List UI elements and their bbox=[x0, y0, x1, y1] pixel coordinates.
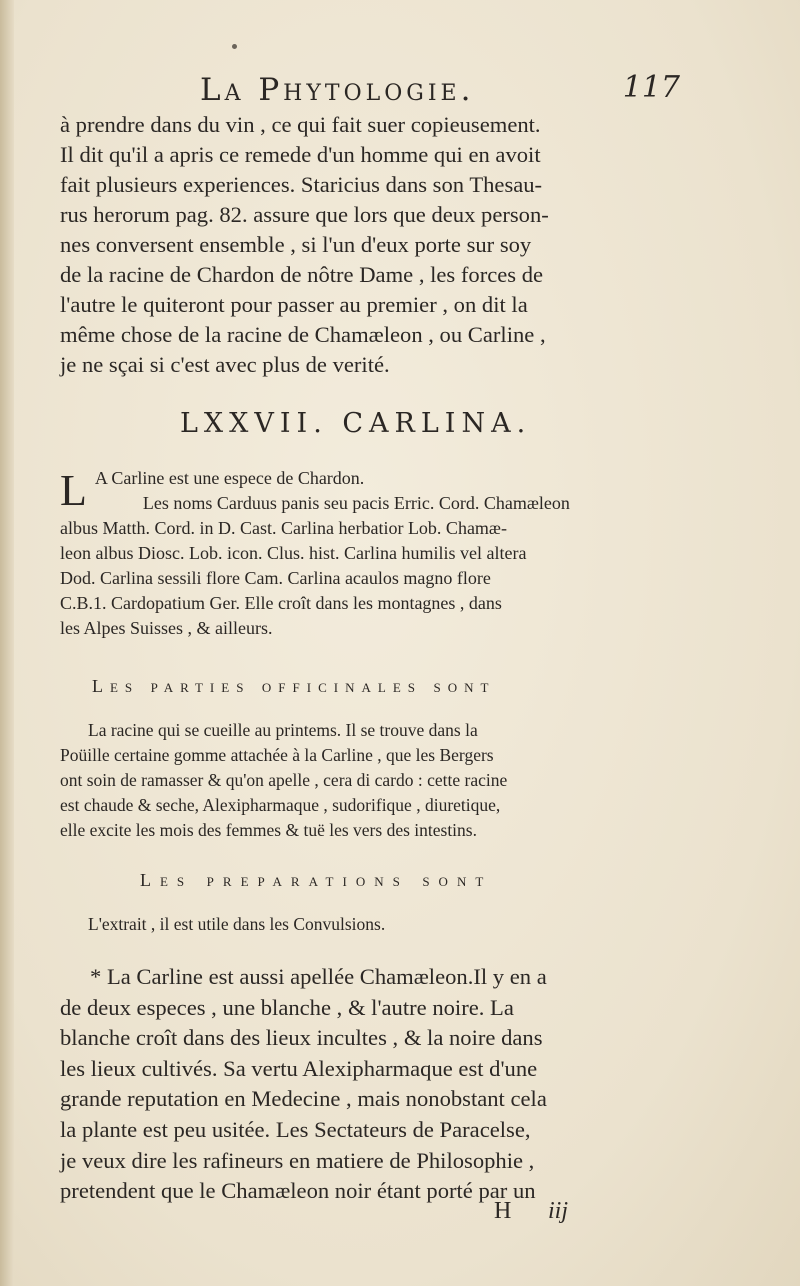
running-title: La Phytologie. bbox=[200, 72, 475, 108]
ink-dot bbox=[232, 44, 237, 49]
preparations-paragraph bbox=[60, 912, 666, 937]
synonym-line: Dod. Carlina sessili flore Cam. Carlina acaulos magno flore bbox=[60, 568, 491, 588]
drop-cap: L bbox=[60, 466, 87, 515]
catchword: iij bbox=[548, 1198, 569, 1224]
text-line: ont soin de ramasser & qu'on apelle , cera di cardo : cette racine bbox=[60, 770, 508, 790]
text-line: à prendre dans du vin , ce qui fait suer copieusement. bbox=[60, 112, 541, 137]
text-line: de la racine de Chardon de nôtre Dame , les forces de bbox=[60, 262, 544, 287]
text-line: les lieux cultivés. Sa vertu Alexipharmaque est d'une bbox=[60, 1055, 538, 1081]
text-line: Il dit qu'il a apris ce remede d'un homme qui en avoit bbox=[60, 142, 541, 167]
text-line: de deux especes , une blanche , & l'autre noire. La bbox=[60, 994, 514, 1020]
entry-first-line: A Carline est une espece de Chardon. bbox=[94, 468, 365, 488]
text-line: pretendent que le Chamæleon noir étant porté par un bbox=[60, 1178, 536, 1204]
text-line: * La Carline est aussi apellée Chamæleon.Il y en a bbox=[90, 964, 547, 989]
text-line: La racine qui se cueille au printems. Il se trouve dans la bbox=[88, 720, 478, 740]
synonym-line: Les noms Carduus panis seu pacis Erric. Cord. Chamæleon bbox=[142, 493, 570, 513]
text-line: l'autre le quiteront pour passer au premier , on dit la bbox=[60, 292, 528, 317]
text-line: nes conversent ensemble , si l'un d'eux porte sur soy bbox=[60, 232, 532, 257]
synonym-line: leon albus Diosc. Lob. icon. Clus. hist. Carlina humilis vel altera bbox=[60, 543, 527, 563]
note-paragraph bbox=[60, 962, 668, 1207]
signature-mark: H bbox=[494, 1198, 512, 1224]
text-line: je veux dire les rafineurs en matiere de Philosophie , bbox=[60, 1147, 535, 1173]
heading-preparations: Les preparations sont bbox=[140, 870, 493, 890]
officinales-paragraph bbox=[60, 718, 666, 843]
text-line: la plante est peu usitée. Les Sectateurs de Paracelse, bbox=[60, 1116, 531, 1142]
page-header bbox=[60, 70, 680, 110]
carlina-entry bbox=[60, 466, 666, 641]
text-line: blanche croît dans des lieux incultes , & la noire dans bbox=[60, 1025, 543, 1051]
text-line: grande reputation en Medecine , mais nonobstant cela bbox=[60, 1086, 547, 1112]
page-footer bbox=[494, 1198, 674, 1234]
synonym-line: C.B.1. Cardopatium Ger. Elle croît dans les montagnes , dans bbox=[60, 593, 502, 613]
section-title: LXXVII. CARLINA. bbox=[180, 408, 532, 439]
text-line: Poüille certaine gomme attachée à la Carline , que les Bergers bbox=[60, 745, 494, 765]
text-line: elle excite les mois des femmes & tuë les vers des intestins. bbox=[60, 820, 477, 840]
page-number: 117 bbox=[622, 70, 680, 105]
heading-officinales: Les parties officinales sont bbox=[92, 676, 496, 696]
text-line: est chaude & seche, Alexipharmaque , sudorifique , diuretique, bbox=[60, 795, 501, 815]
text-line: L'extrait , il est utile dans les Convulsions. bbox=[88, 914, 386, 934]
text-line: je ne sçai si c'est avec plus de verité. bbox=[60, 352, 390, 377]
text-line: même chose de la racine de Chamæleon , ou Carline , bbox=[60, 322, 546, 347]
opening-paragraph bbox=[60, 110, 668, 380]
binding-edge bbox=[0, 0, 14, 1286]
text-line: rus herorum pag. 82. assure que lors que deux person- bbox=[60, 202, 549, 227]
synonym-line: les Alpes Suisses , & ailleurs. bbox=[60, 618, 273, 638]
text-line: fait plusieurs experiences. Staricius dans son Thesau- bbox=[60, 172, 543, 197]
synonym-line: albus Matth. Cord. in D. Cast. Carlina herbatior Lob. Chamæ- bbox=[60, 518, 507, 538]
